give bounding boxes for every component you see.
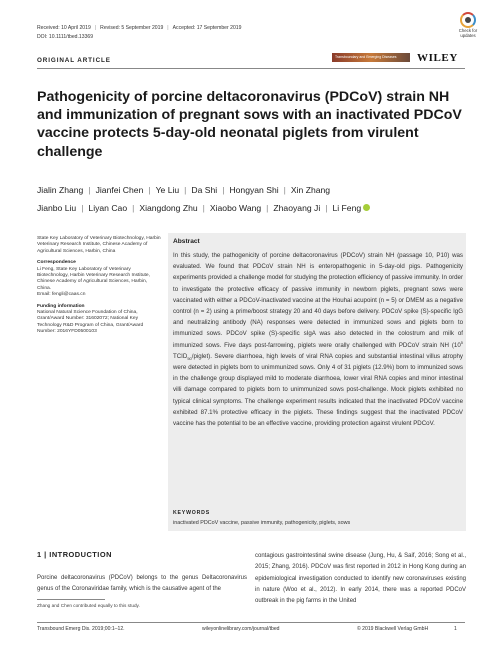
- footer-journal-url[interactable]: wileyonlinelibrary.com/journal/tbed: [202, 626, 280, 632]
- received-date: Received: 10 April 2019: [37, 25, 91, 31]
- author-list: [37, 181, 467, 217]
- institution: State Key Laboratory of Veterinary Biotechnology, Harbin Veterinary Research Institute, Chinese Academy of Agricultural Sciences, Harbin, China: [37, 236, 161, 254]
- author-name[interactable]: Liyan Cao: [88, 203, 128, 213]
- author-name[interactable]: Ye Liu: [155, 185, 180, 195]
- header-divider: [37, 68, 465, 69]
- correspondence-text: Li Feng, State Key Laboratory of Veterinary Biotechnology, Harbin Veterinary Research Institute, Chinese Academy of Agricultural Sciences, Harbin, China.: [37, 266, 150, 291]
- author-name[interactable]: Xiaobo Wang: [209, 203, 262, 213]
- history-dates: Received: 10 April 2019 | Revised: 5 September 2019 | Accepted: 17 September 2019: [37, 25, 242, 31]
- author-line-1: Jialin Zhang | Jianfei Chen | Ye Liu | Da Shi | Hongyan Shi | Xin Zhang: [37, 185, 331, 195]
- page-number: 1: [454, 626, 457, 632]
- author-name[interactable]: Xiangdong Zhu: [139, 203, 198, 213]
- revised-date: Revised: 5 September 2019: [100, 25, 164, 31]
- keywords-heading: KEYWORDS: [173, 510, 210, 516]
- crossmark-icon: [460, 12, 476, 28]
- funding-text: National Natural Science Foundation of China, Grant/Award Number: 31602072; National Key Technology R&D Program of China, Grant/Award Number: 2016YFD0500103: [37, 309, 144, 334]
- abstract-heading: Abstract: [173, 238, 200, 245]
- footnote-divider: [37, 599, 105, 600]
- author-name[interactable]: Xin Zhang: [290, 185, 331, 195]
- footer-journal-citation: Transbound Emerg Dis. 2019;00:1–12.: [37, 626, 125, 632]
- publisher-logo: WILEY: [417, 52, 458, 64]
- accepted-date: Accepted: 17 September 2019: [172, 25, 242, 31]
- correspondence-heading: Correspondence: [37, 260, 76, 266]
- article-title: Pathogenicity of porcine deltacoronavirus (PDCoV) strain NH and immunization of pregnant sows with an inactivated PDCoV vaccine protects 5-day-old neonatal piglets from virulent challenge: [37, 89, 462, 160]
- abstract-text: In this study, the pathogenicity of porcine deltacoronavirus (PDCoV) strain NH (passage 10, P10) was evaluated. We found that PDCoV strain NH is enteropathogenic in 5-day-old pigs. Pathogenicity experiments provided a challenge model for studying the protection efficiency of passive immunity. In order to investigate the protective efficacy of passive immunity in newborn piglets, pregnant sows were vaccinated with either a PDCoV-inactivated vaccine at the Houhai acupoint (n = 5) or DMEM as a negative control (n = 2) using a prime/boost strategy 20 and 40 days before delivery. PDCoV spike (S)-specific IgG and neutralizing antibody (NA) responses were detected in immunized sows and piglets born to immunized sows. PDCoV spike (S)-specific sIgA was also detected in the colostrum and milk of immunized sows. Five days post-farrowing, piglets were orally challenged with PDCoV strain NH ($10^5$ $TCID_{50}/piglet$). Severe diarrhoea, high levels of viral RNA copies and substantial intestinal villus atrophy were detected in piglets born to unimmunized sows. Only 4 of 31 piglets (12.9%) born to immunized sows in the challenge group displayed mild to moderate diarrhoea, lower viral RNA copies and minor intestinal villi damage compared to piglets born to unimmunized sows post-challenge. Mock piglets exhibited no typical clinical symptoms. The challenge experiment results indicated that the inactivated PDCoV vaccine exhibited 87.1% protective efficacy in the piglets. These findings suggest that the inactivated PDCoV vaccine has the potential to be an effective vaccine, providing protection against virulent PDCoV.: [173, 252, 463, 428]
- introduction-right-column: contagious gastrointestinal swine disease (Jung, Hu, & Saif, 2016; Song et al., 2015; Zhang, 2016). PDCoV was first reported in 2012 in Hong Kong during an epidemiological investigation conducted to identify new coronaviruses existing in nature (Woo et al., 2012). In early 2014, there was a reported PDCoV outbreak in the pig farms in the United: [255, 553, 466, 605]
- author-name[interactable]: Jialin Zhang: [37, 185, 84, 195]
- author-name[interactable]: Jianbo Liu: [37, 203, 77, 213]
- author-name[interactable]: Zhaoyang Ji: [273, 203, 321, 213]
- footnote: Zhang and Chen contributed equally to this study.: [37, 603, 140, 608]
- journal-banner: Transboundary and Emerging Diseases: [332, 53, 410, 62]
- author-name[interactable]: Hongyan Shi: [229, 185, 279, 195]
- author-line-2: Jianbo Liu | Liyan Cao | Xiangdong Zhu | Xiaobo Wang | Zhaoyang Ji | Li Feng: [37, 199, 467, 217]
- affiliations-sidebar: [37, 236, 162, 341]
- doi-link[interactable]: DOI: 10.1111/tbed.13369: [37, 34, 94, 40]
- check-for-updates-button[interactable]: [452, 12, 484, 46]
- keywords-list: inactivated PDCoV vaccine, passive immunity, pathogenicity, piglets, sows: [173, 520, 351, 526]
- orcid-icon[interactable]: [363, 204, 370, 211]
- introduction-heading: 1 | INTRODUCTION: [37, 550, 112, 559]
- funding-heading: Funding information: [37, 303, 85, 309]
- author-name[interactable]: Da Shi: [191, 185, 218, 195]
- author-name[interactable]: Jianfei Chen: [95, 185, 144, 195]
- footer-divider: [37, 622, 465, 623]
- introduction-left-column: Porcine deltacoronavirus (PDCoV) belongs to the genus Deltacoronavirus genus of the Coronaviridae family, which is the causative agent of the: [37, 575, 247, 593]
- article-type: ORIGINAL ARTICLE: [37, 57, 111, 64]
- correspondence-email[interactable]: Email: fengli@caas.cn: [37, 291, 86, 297]
- check-updates-label: Check for updates: [458, 28, 478, 38]
- author-name[interactable]: Li Feng: [332, 203, 362, 213]
- footer-copyright: © 2019 Blackwell Verlag GmbH: [357, 626, 429, 632]
